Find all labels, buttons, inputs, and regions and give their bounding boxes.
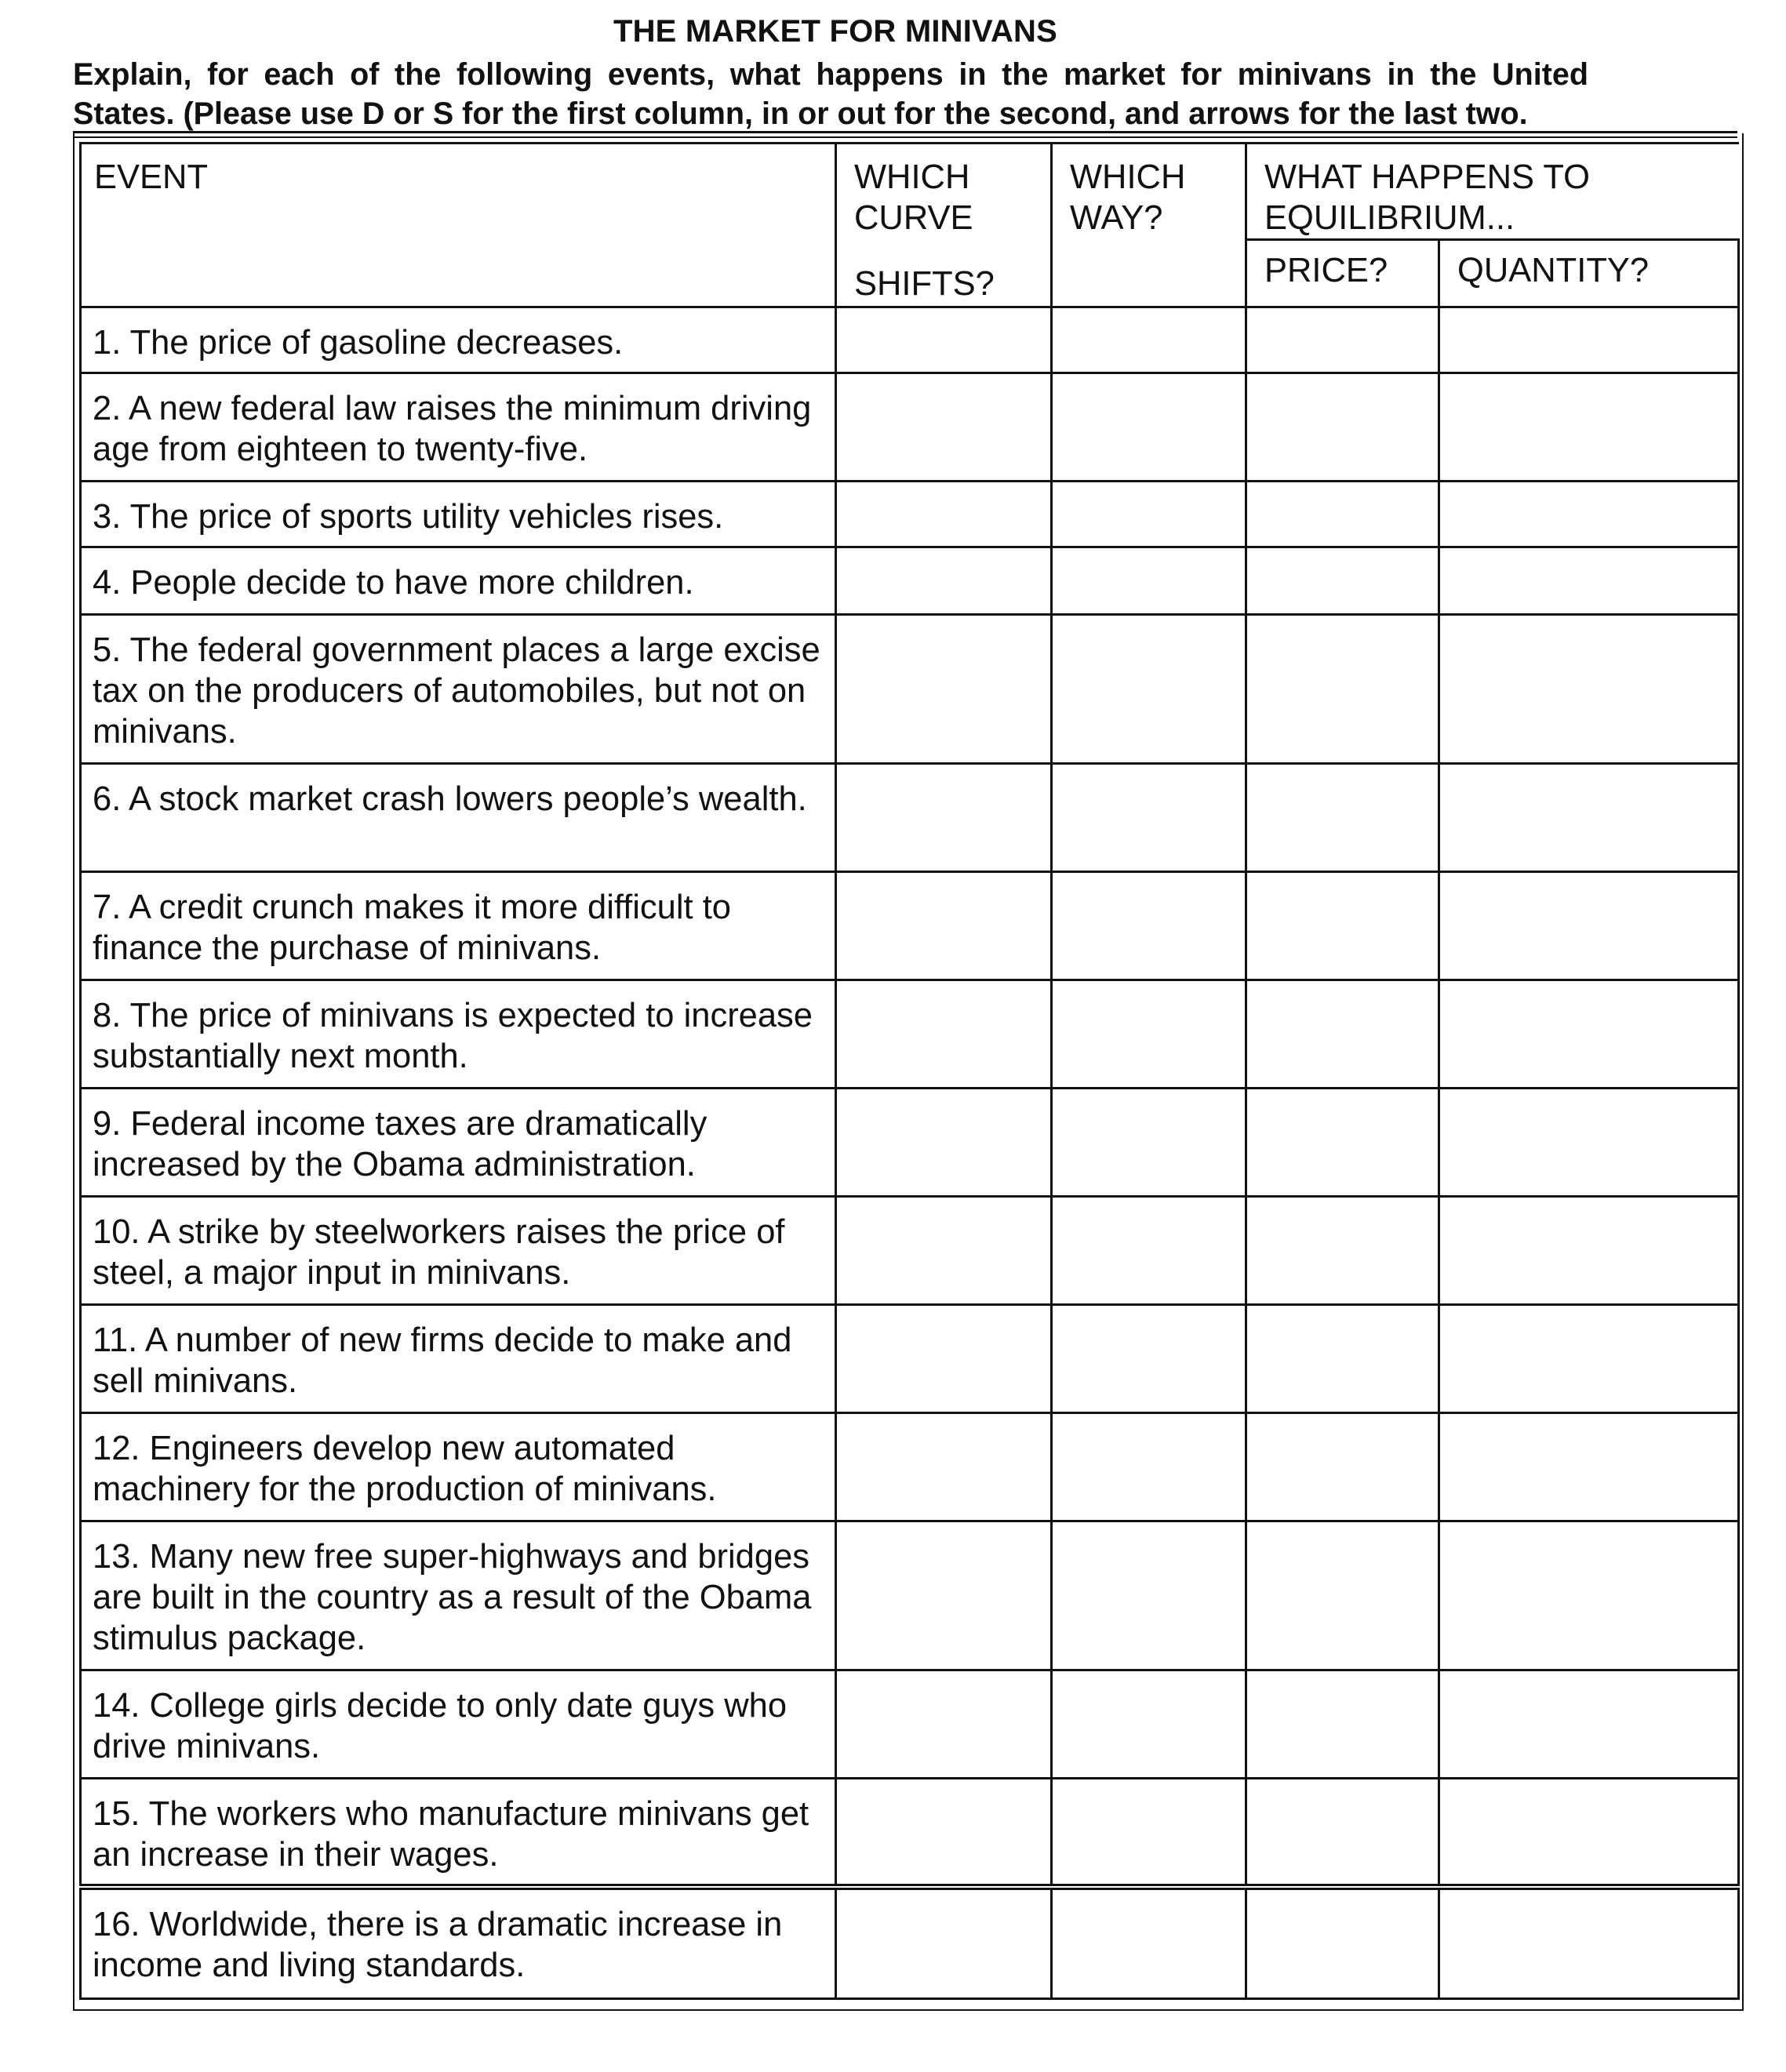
table-row xyxy=(81,1887,1739,1999)
answer-quantity-cell[interactable] xyxy=(1439,482,1739,547)
answer-quantity-cell[interactable] xyxy=(1439,373,1739,482)
answer-way-cell[interactable] xyxy=(1052,1670,1246,1779)
event-text: 2. A new federal law raises the minimum driving age from eighteen to twenty-five. xyxy=(81,373,836,482)
answer-curve-cell[interactable] xyxy=(836,872,1052,980)
answer-quantity-cell[interactable] xyxy=(1439,1197,1739,1305)
event-text: 11. A number of new firms decide to make and sell minivans. xyxy=(81,1305,836,1413)
answer-way-cell[interactable] xyxy=(1052,1305,1246,1413)
table-row xyxy=(81,1521,1739,1670)
answer-curve-cell[interactable] xyxy=(836,307,1052,373)
answer-price-cell[interactable] xyxy=(1246,307,1439,373)
table-row xyxy=(81,872,1739,980)
table-row xyxy=(81,1779,1739,1887)
header-which-curve-line3: SHIFTS? xyxy=(854,265,995,303)
answer-quantity-cell[interactable] xyxy=(1439,872,1739,980)
event-text: 8. The price of minivans is expected to increase substantially next month. xyxy=(81,980,836,1089)
event-text: 16. Worldwide, there is a dramatic increase in income and living standards. xyxy=(81,1887,836,1999)
answer-way-cell[interactable] xyxy=(1052,1779,1246,1887)
header-what-happens-line1: WHAT HAPPENS TO xyxy=(1264,158,1590,196)
answer-curve-cell[interactable] xyxy=(836,1413,1052,1521)
answer-way-cell[interactable] xyxy=(1052,1197,1246,1305)
table-row xyxy=(81,482,1739,547)
answer-price-cell[interactable] xyxy=(1246,872,1439,980)
answer-price-cell[interactable] xyxy=(1246,1521,1439,1670)
header-which-curve-line2: CURVE xyxy=(854,199,973,237)
table-row xyxy=(81,1413,1739,1521)
answer-way-cell[interactable] xyxy=(1052,615,1246,764)
answer-price-cell[interactable] xyxy=(1246,1089,1439,1197)
table-row xyxy=(81,1305,1739,1413)
worksheet-title: THE MARKET FOR MINIVANS xyxy=(613,14,1058,49)
answer-curve-cell[interactable] xyxy=(836,615,1052,764)
answer-curve-cell[interactable] xyxy=(836,1887,1052,1999)
answer-quantity-cell[interactable] xyxy=(1439,1089,1739,1197)
table-row xyxy=(81,1089,1739,1197)
answer-quantity-cell[interactable] xyxy=(1439,764,1739,872)
table-row xyxy=(81,1670,1739,1779)
event-text: 5. The federal government places a large excise tax on the producers of automobiles, but not on minivans. xyxy=(81,615,836,764)
answer-curve-cell[interactable] xyxy=(836,1305,1052,1413)
answer-curve-cell[interactable] xyxy=(836,1670,1052,1779)
answer-quantity-cell[interactable] xyxy=(1439,1887,1739,1999)
answer-way-cell[interactable] xyxy=(1052,1089,1246,1197)
answer-curve-cell[interactable] xyxy=(836,1521,1052,1670)
event-text: 6. A stock market crash lowers people’s wealth. xyxy=(81,764,836,872)
answer-price-cell[interactable] xyxy=(1246,482,1439,547)
market-table xyxy=(79,142,1740,2000)
answer-quantity-cell[interactable] xyxy=(1439,307,1739,373)
table-row xyxy=(81,547,1739,615)
table-row xyxy=(81,307,1739,373)
instructions-line-2: States. (Please use D or S for the first column, in or out for the second, and arrows for the last two. xyxy=(73,96,1528,131)
answer-quantity-cell[interactable] xyxy=(1439,615,1739,764)
event-text: 15. The workers who manufacture minivans get an increase in their wages. xyxy=(81,1779,836,1887)
event-text: 7. A credit crunch makes it more difficult to finance the purchase of minivans. xyxy=(81,872,836,980)
answer-curve-cell[interactable] xyxy=(836,1089,1052,1197)
answer-way-cell[interactable] xyxy=(1052,1887,1246,1999)
header-what-happens-line2: EQUILIBRIUM... xyxy=(1264,199,1515,237)
answer-way-cell[interactable] xyxy=(1052,764,1246,872)
answer-curve-cell[interactable] xyxy=(836,373,1052,482)
answer-price-cell[interactable] xyxy=(1246,1670,1439,1779)
event-text: 14. College girls decide to only date guys who drive minivans. xyxy=(81,1670,836,1779)
answer-quantity-cell[interactable] xyxy=(1439,980,1739,1089)
answer-way-cell[interactable] xyxy=(1052,1521,1246,1670)
event-text: 4. People decide to have more children. xyxy=(81,547,836,615)
answer-curve-cell[interactable] xyxy=(836,1197,1052,1305)
event-text: 3. The price of sports utility vehicles rises. xyxy=(81,482,836,547)
answer-curve-cell[interactable] xyxy=(836,980,1052,1089)
answer-way-cell[interactable] xyxy=(1052,980,1246,1089)
answer-price-cell[interactable] xyxy=(1246,1305,1439,1413)
answer-price-cell[interactable] xyxy=(1246,1413,1439,1521)
answer-price-cell[interactable] xyxy=(1246,1197,1439,1305)
event-text: 13. Many new free super-highways and bridges are built in the country as a result of the Obama stimulus package. xyxy=(81,1521,836,1670)
answer-price-cell[interactable] xyxy=(1246,980,1439,1089)
answer-curve-cell[interactable] xyxy=(836,1779,1052,1887)
answer-price-cell[interactable] xyxy=(1246,373,1439,482)
answer-price-cell[interactable] xyxy=(1246,547,1439,615)
answer-way-cell[interactable] xyxy=(1052,547,1246,615)
answer-way-cell[interactable] xyxy=(1052,482,1246,547)
answer-curve-cell[interactable] xyxy=(836,482,1052,547)
answer-quantity-cell[interactable] xyxy=(1439,1413,1739,1521)
table-row xyxy=(81,1197,1739,1305)
answer-quantity-cell[interactable] xyxy=(1439,1779,1739,1887)
event-text: 9. Federal income taxes are dramatically increased by the Obama administration. xyxy=(81,1089,836,1197)
header-which-way xyxy=(1052,144,1246,307)
table-row xyxy=(81,980,1739,1089)
event-text: 10. A strike by steelworkers raises the price of steel, a major input in minivans. xyxy=(81,1197,836,1305)
table-row xyxy=(81,764,1739,872)
answer-way-cell[interactable] xyxy=(1052,1413,1246,1521)
answer-curve-cell[interactable] xyxy=(836,764,1052,872)
header-which-way-line1: WHICH xyxy=(1070,158,1186,196)
answer-quantity-cell[interactable] xyxy=(1439,1305,1739,1413)
header-which-curve-line1: WHICH xyxy=(854,158,970,196)
event-text: 1. The price of gasoline decreases. xyxy=(81,307,836,373)
header-which-way-line2: WAY? xyxy=(1070,199,1163,237)
header-price: PRICE? xyxy=(1246,240,1439,307)
answer-way-cell[interactable] xyxy=(1052,307,1246,373)
table-row xyxy=(81,615,1739,764)
header-what-happens xyxy=(1246,144,1739,240)
table-row xyxy=(81,373,1739,482)
answer-way-cell[interactable] xyxy=(1052,872,1246,980)
header-event: EVENT xyxy=(81,144,836,307)
answer-quantity-cell[interactable] xyxy=(1439,547,1739,615)
answer-price-cell[interactable] xyxy=(1246,1779,1439,1887)
instructions-line-1: Explain, for each of the following events, what happens in the market for minivans in the United xyxy=(73,57,1588,92)
header-which-curve xyxy=(836,144,1052,307)
answer-quantity-cell[interactable] xyxy=(1439,1670,1739,1779)
answer-price-cell[interactable] xyxy=(1246,764,1439,872)
instructions xyxy=(73,55,1588,133)
header-quantity: QUANTITY? xyxy=(1439,240,1739,307)
answer-curve-cell[interactable] xyxy=(836,547,1052,615)
answer-way-cell[interactable] xyxy=(1052,373,1246,482)
answer-price-cell[interactable] xyxy=(1246,1887,1439,1999)
answer-quantity-cell[interactable] xyxy=(1439,1521,1739,1670)
event-text: 12. Engineers develop new automated machinery for the production of minivans. xyxy=(81,1413,836,1521)
answer-price-cell[interactable] xyxy=(1246,615,1439,764)
